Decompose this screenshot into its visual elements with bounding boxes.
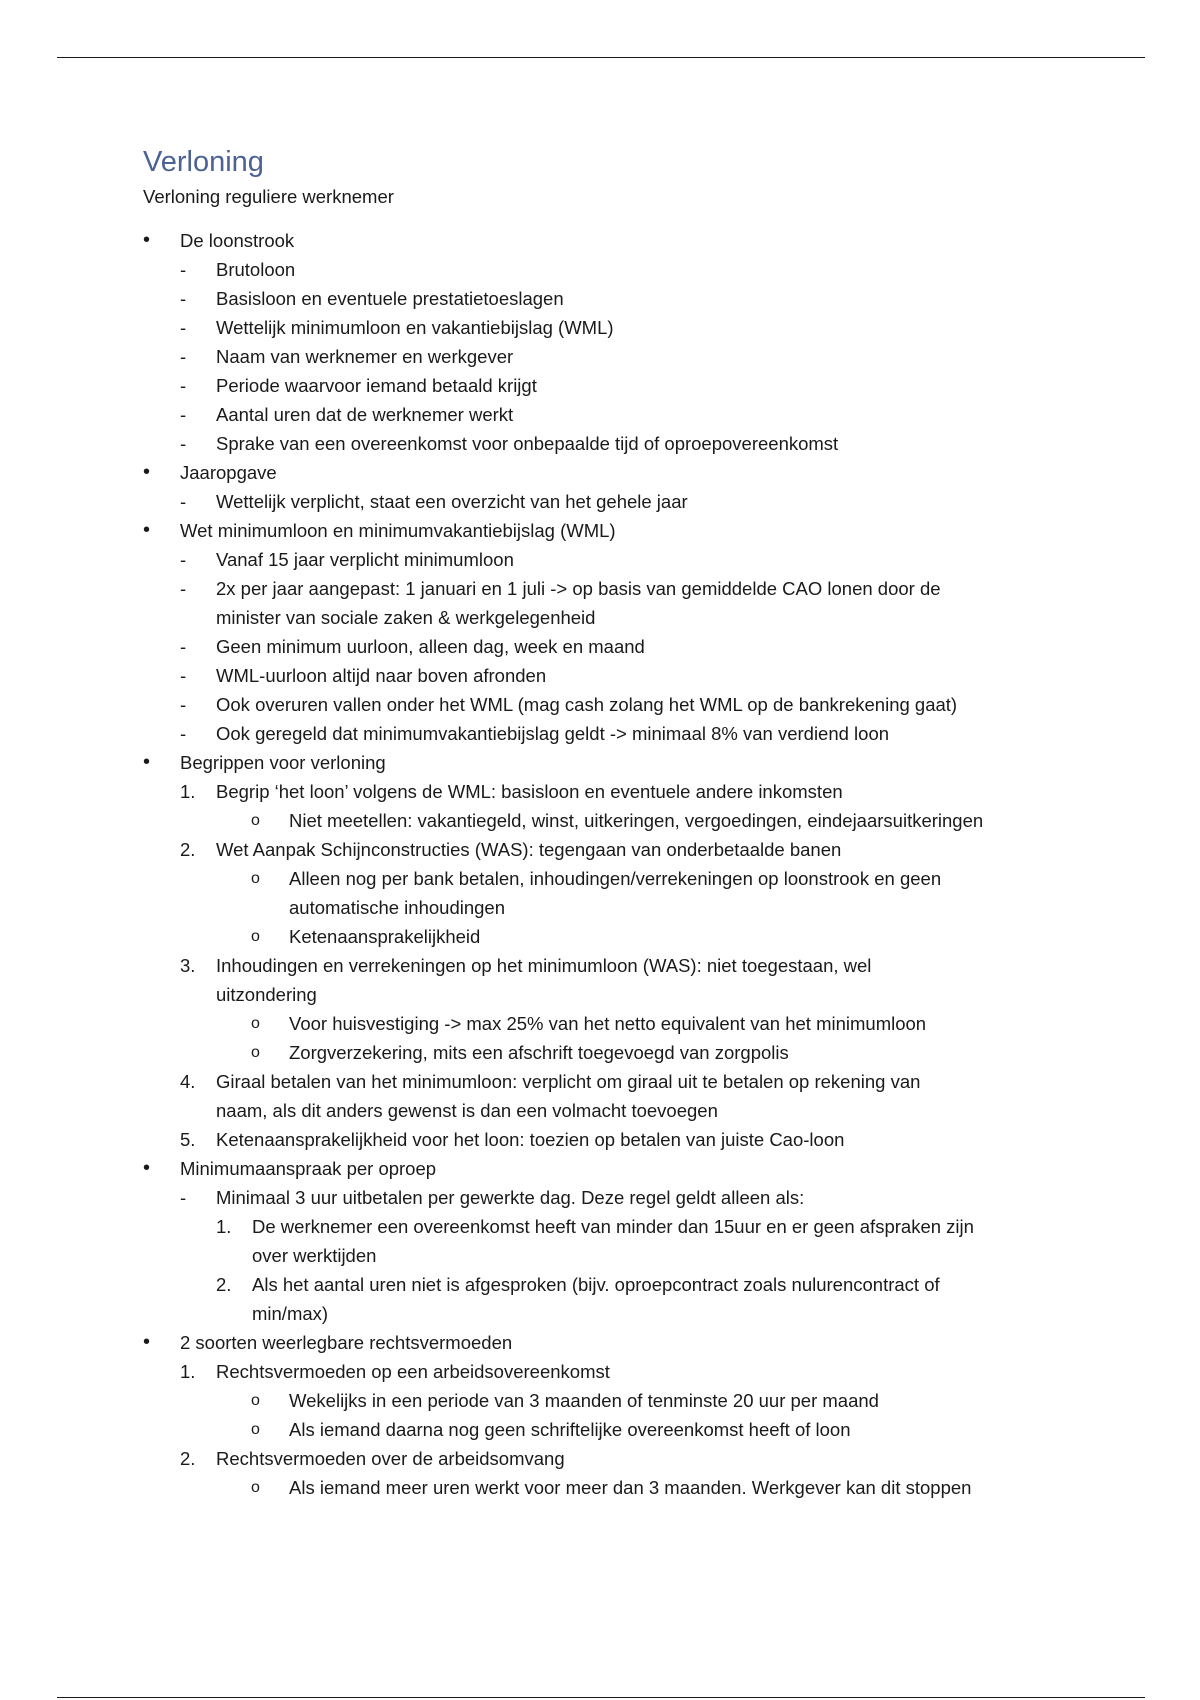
bullet-marker: •	[143, 461, 151, 483]
item-text: Aantal uren dat de werknemer werkt	[216, 404, 514, 425]
list-item	[143, 661, 1133, 690]
document-body	[143, 140, 1133, 1502]
sub-item	[143, 806, 1133, 835]
number-marker: 2.	[180, 839, 196, 860]
dash-marker: -	[180, 665, 187, 686]
page-subtitle: Verloning reguliere werknemer	[143, 186, 394, 207]
number-marker: 2.	[216, 1274, 232, 1295]
sub-item	[143, 1038, 1133, 1067]
dash-marker: -	[180, 723, 187, 744]
item-text: Giraal betalen van het minimumloon: verplicht om giraal uit te betalen op rekening van	[216, 1071, 921, 1092]
list-item	[143, 632, 1133, 661]
dash-marker: -	[180, 317, 187, 338]
section-minimumaanspraak	[143, 1154, 1133, 1328]
dash-marker: -	[180, 375, 187, 396]
sub-item	[143, 1009, 1133, 1038]
number-marker: 3.	[180, 955, 196, 976]
list-item	[143, 574, 1133, 603]
number-marker: 1.	[180, 1361, 196, 1382]
sub-item	[143, 1473, 1133, 1502]
item-text: Wettelijk minimumloon en vakantiebijslag (WML)	[216, 317, 614, 338]
dash-marker: -	[180, 346, 187, 367]
section-heading	[143, 1154, 1133, 1183]
sub-item	[143, 1386, 1133, 1415]
item-text: over werktijden	[252, 1245, 377, 1266]
list-item	[143, 1183, 1133, 1212]
list-item	[143, 284, 1133, 313]
item-text: Zorgverzekering, mits een afschrift toegevoegd van zorgpolis	[289, 1042, 789, 1063]
bullet-marker: •	[143, 519, 151, 541]
item-text: uitzondering	[216, 984, 317, 1005]
item-text: naam, als dit anders gewenst is dan een volmacht toevoegen	[216, 1100, 718, 1121]
numbered-item	[143, 1125, 1133, 1154]
item-text: 2x per jaar aangepast: 1 januari en 1 juli -> op basis van gemiddelde CAO lonen door de	[216, 578, 941, 599]
numbered-item	[143, 951, 1133, 980]
bullet-marker: •	[143, 229, 151, 251]
item-text: Voor huisvestiging -> max 25% van het netto equivalent van het minimumloon	[289, 1013, 927, 1034]
item-text: Als iemand meer uren werkt voor meer dan 3 maanden. Werkgever kan dit stoppen	[289, 1477, 972, 1498]
section-heading	[143, 516, 1133, 545]
numbered-item	[143, 1067, 1133, 1096]
dash-marker: -	[180, 491, 187, 512]
item-text: Inhoudingen en verrekeningen op het minimumloon (WAS): niet toegestaan, wel	[216, 955, 872, 976]
item-text: Brutoloon	[216, 259, 296, 280]
dash-marker: -	[180, 259, 187, 280]
page-title: Verloning	[143, 146, 264, 178]
dash-marker: -	[180, 578, 187, 599]
heading-text: Minimumaanspraak per oproep	[180, 1158, 437, 1179]
item-text: Ook geregeld dat minimumvakantiebijslag geldt -> minimaal 8% van verdiend loon	[216, 723, 890, 744]
list-item	[143, 690, 1133, 719]
sub-item	[143, 922, 1133, 951]
item-text: Periode waarvoor iemand betaald krijgt	[216, 375, 537, 396]
circle-marker: o	[251, 1015, 260, 1032]
sub-item	[143, 864, 1133, 893]
numbered-item	[143, 1270, 1133, 1299]
item-text: Wettelijk verplicht, staat een overzicht van het gehele jaar	[216, 491, 688, 512]
item-text: Alleen nog per bank betalen, inhoudingen/verrekeningen op loonstrook en geen	[289, 868, 942, 889]
item-text: Als het aantal uren niet is afgesproken (bijv. oproepcontract zoals nulurencontract of	[252, 1274, 940, 1295]
number-marker: 2.	[180, 1448, 196, 1469]
item-text: WML-uurloon altijd naar boven afronden	[216, 665, 547, 686]
item-text: Als iemand daarna nog geen schriftelijke overeenkomst heeft of loon	[289, 1419, 851, 1440]
item-text: Ketenaansprakelijkheid	[289, 926, 481, 947]
circle-marker: o	[251, 812, 260, 829]
item-text: Ketenaansprakelijkheid voor het loon: toezien op betalen van juiste Cao-loon	[216, 1129, 845, 1150]
item-text: Basisloon en eventuele prestatietoeslagen	[216, 288, 564, 309]
list-item	[143, 719, 1133, 748]
list-item	[143, 400, 1133, 429]
circle-marker: o	[251, 1392, 260, 1409]
circle-marker: o	[251, 870, 260, 887]
numbered-item	[143, 1444, 1133, 1473]
item-text: automatische inhoudingen	[289, 897, 505, 918]
numbered-item-continuation	[143, 980, 1133, 1009]
numbered-item-continuation	[143, 1096, 1133, 1125]
numbered-item	[143, 777, 1133, 806]
item-text: De werknemer een overeenkomst heeft van minder dan 15uur en er geen afspraken zijn	[252, 1216, 974, 1237]
item-text: Begrip ‘het loon’ volgens de WML: basisloon en eventuele andere inkomsten	[216, 781, 843, 802]
heading-text: De loonstrook	[180, 230, 295, 251]
circle-marker: o	[251, 1479, 260, 1496]
bullet-marker: •	[143, 1331, 151, 1353]
numbered-item-continuation	[143, 1241, 1133, 1270]
list-item	[143, 342, 1133, 371]
section-jaaropgave	[143, 458, 1133, 516]
number-marker: 1.	[180, 781, 196, 802]
item-text: Wet Aanpak Schijnconstructies (WAS): tegengaan van onderbetaalde banen	[216, 839, 842, 860]
section-rechtsvermoeden	[143, 1328, 1133, 1502]
dash-marker: -	[180, 549, 187, 570]
bullet-marker: •	[143, 1157, 151, 1179]
list-item	[143, 371, 1133, 400]
sub-item	[143, 1415, 1133, 1444]
item-text: minister van sociale zaken & werkgelegenheid	[216, 607, 596, 628]
heading-text: 2 soorten weerlegbare rechtsvermoeden	[180, 1332, 513, 1353]
dash-marker: -	[180, 288, 187, 309]
numbered-item	[143, 835, 1133, 864]
bullet-marker: •	[143, 751, 151, 773]
list-item	[143, 545, 1133, 574]
list-item	[143, 429, 1133, 458]
section-loonstrook	[143, 226, 1133, 458]
dash-marker: -	[180, 636, 187, 657]
sub-item-continuation	[143, 893, 1133, 922]
dash-marker: -	[180, 694, 187, 715]
section-begrippen	[143, 748, 1133, 1154]
circle-marker: o	[251, 928, 260, 945]
circle-marker: o	[251, 1421, 260, 1438]
section-wml	[143, 516, 1133, 748]
numbered-item-continuation	[143, 1299, 1133, 1328]
item-text: Rechtsvermoeden over de arbeidsomvang	[216, 1448, 565, 1469]
dash-marker: -	[180, 433, 187, 454]
item-text: Niet meetellen: vakantiegeld, winst, uitkeringen, vergoedingen, eindejaarsuitkeringen	[289, 810, 984, 831]
item-text: Wekelijks in een periode van 3 maanden of tenminste 20 uur per maand	[289, 1390, 879, 1411]
footer-rule	[57, 1697, 1145, 1698]
section-heading	[143, 458, 1133, 487]
item-text: Vanaf 15 jaar verplicht minimumloon	[216, 549, 514, 570]
circle-marker: o	[251, 1044, 260, 1061]
heading-text: Jaaropgave	[180, 462, 277, 483]
list-item	[143, 313, 1133, 342]
header-rule	[57, 57, 1145, 58]
number-marker: 5.	[180, 1129, 196, 1150]
item-text: Geen minimum uurloon, alleen dag, week en maand	[216, 636, 645, 657]
list-item	[143, 487, 1133, 516]
section-heading	[143, 748, 1133, 777]
item-text: Ook overuren vallen onder het WML (mag cash zolang het WML op de bankrekening gaat)	[216, 694, 958, 715]
dash-marker: -	[180, 404, 187, 425]
number-marker: 4.	[180, 1071, 196, 1092]
item-text: min/max)	[252, 1303, 329, 1324]
numbered-item	[143, 1212, 1133, 1241]
numbered-item	[143, 1357, 1133, 1386]
list-item	[143, 255, 1133, 284]
item-text: Minimaal 3 uur uitbetalen per gewerkte dag. Deze regel geldt alleen als:	[216, 1187, 805, 1208]
section-heading	[143, 226, 1133, 255]
section-heading	[143, 1328, 1133, 1357]
item-text: Rechtsvermoeden op een arbeidsovereenkomst	[216, 1361, 610, 1382]
heading-text: Begrippen voor verloning	[180, 752, 386, 773]
list-item-continuation	[143, 603, 1133, 632]
item-text: Sprake van een overeenkomst voor onbepaalde tijd of oproepovereenkomst	[216, 433, 839, 454]
number-marker: 1.	[216, 1216, 232, 1237]
heading-text: Wet minimumloon en minimumvakantiebijslag (WML)	[180, 520, 616, 541]
dash-marker: -	[180, 1187, 187, 1208]
item-text: Naam van werknemer en werkgever	[216, 346, 514, 367]
